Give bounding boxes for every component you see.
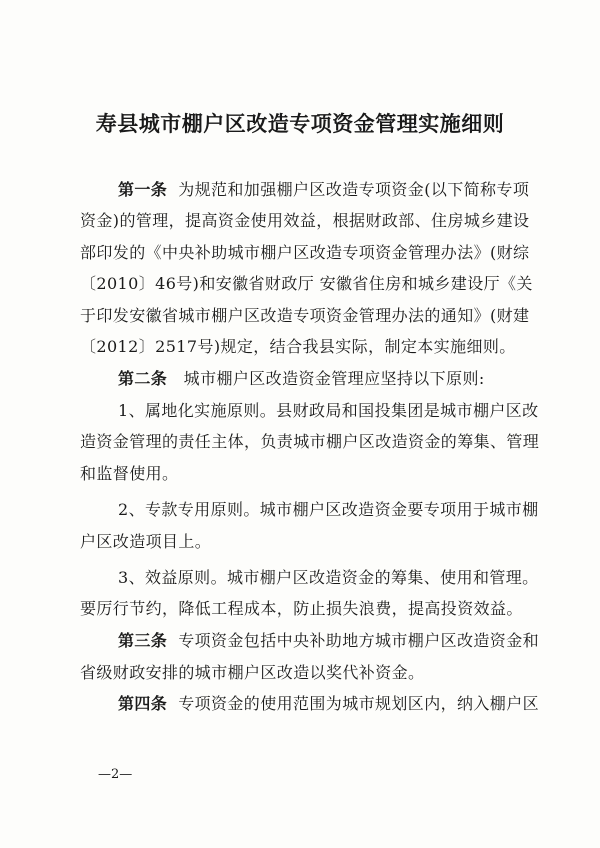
article-3-line-1: 第三条 专项资金包括中央补助地方城市棚户区改造资金和 bbox=[118, 631, 539, 650]
principle-1-line-3: 和监督使用。 bbox=[80, 464, 179, 483]
page-number: —2— bbox=[98, 767, 133, 782]
article-1-line-6: 〔2012〕2517号)规定，结合我县实际，制定本实施细则。 bbox=[80, 337, 516, 356]
principle-2-line-1: 2、专款专用原则。城市棚户区改造资金要专项用于城市棚 bbox=[118, 500, 539, 519]
article-2-line-1: 第二条 城市棚户区改造资金管理应坚持以下原则: bbox=[118, 369, 485, 388]
article-4-line-1: 第四条 专项资金的使用范围为城市规划区内，纳入棚户区 bbox=[118, 694, 539, 713]
article-1-line-4: 〔2010〕46号)和安徽省财政厅 安徽省住房和城乡建设厅《关 bbox=[80, 274, 533, 293]
article-1-heading: 第一条 bbox=[118, 180, 168, 199]
article-1-line-1: 第一条 为规范和加强棚户区改造专项资金(以下简称专项 bbox=[118, 180, 530, 199]
article-1-line-5: 于印发安徽省城市棚户区改造专项资金管理办法的通知》(财建 bbox=[80, 306, 530, 325]
article-3-line-2: 省级财政安排的城市棚户区改造以奖代补资金。 bbox=[80, 663, 425, 682]
principle-3-line-1: 3、效益原则。城市棚户区改造资金的筹集、使用和管理。 bbox=[118, 568, 539, 587]
article-3-heading: 第三条 bbox=[118, 631, 168, 650]
article-2-heading: 第二条 bbox=[118, 369, 168, 388]
principle-3-line-2: 要厉行节约，降低工程成本，防止损失浪费，提高投资效益。 bbox=[80, 599, 523, 618]
article-1-line-2: 资金)的管理，提高资金使用效益，根据财政部、住房城乡建设 bbox=[80, 211, 530, 230]
principle-2-line-2: 户区改造项目上。 bbox=[80, 532, 212, 551]
principle-1-line-1: 1、属地化实施原则。县财政局和国投集团是城市棚户区改 bbox=[118, 401, 539, 420]
article-4-heading: 第四条 bbox=[118, 694, 168, 713]
article-1-line-3: 部印发的《中央补助城市棚户区改造专项资金管理办法》(财综 bbox=[80, 243, 530, 262]
document-title: 寿县城市棚户区改造专项资金管理实施细则 bbox=[95, 111, 505, 136]
principle-1-line-2: 造资金管理的责任主体，负责城市棚户区改造资金的筹集、管理 bbox=[80, 432, 540, 451]
